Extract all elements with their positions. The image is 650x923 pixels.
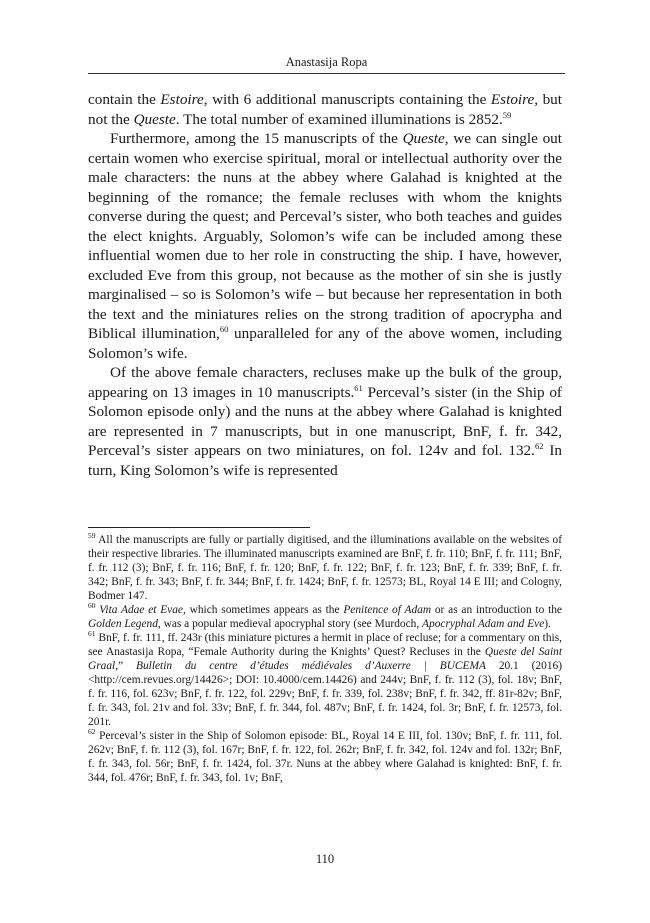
paragraph-2: Furthermore, among the 15 manuscripts of the Queste, we can single out certain women who exercise spiritual, moral or intellectual authority over the male characters: the nuns at the abbey where Galahad is knighted at the beginning of the romance; the female recluses with whom the knights converse during the quest; and Perceval’s sister, who both teaches and guides the elect knights. Arguably, Solomon’s wife can be included among these influential women due to her role in constructing the ship. I have, however, excluded Eve from this group, not because as the mother of sin she is justly marginalised – so is Solomon’s wife – but because her representation in both the text and the miniatures relies on the strong tradition of apocrypha and Biblical illumination,$^{60}$ unparalleled for any of the above women, including Solomon’s wife.	[88, 130, 562, 362]
footnote-ref-62[interactable]: 62	[534, 440, 544, 451]
footnote-separator	[88, 527, 310, 528]
page-number: 110	[315, 852, 335, 866]
running-header: Anastasija Ropa	[285, 55, 368, 69]
footnote-ref-59[interactable]: 59	[502, 109, 512, 120]
footnote-62: $^{62}$ Perceval’s sister in the Ship of Solomon episode: BL, Royal 14 E III, fol. 130v; BnF, f. fr. 111, fol. 262v; BnF, f. fr. 112 (3), fol. 167r; BnF, f. fr. 122, fol. 262r; BnF, f. fr. 342, fol. 124v and fol. 132r; BnF, f. fr. 343, fol. 56r; BnF, f. fr. 1424, fol. 37r. Nuns at the abbey where Galahad is knighted: BnF, f. fr. 344, fol. 476r; BnF, f. fr. 343, fol. 1v; BnF,	[88, 727, 562, 784]
footnote-ref-61[interactable]: 61	[354, 382, 363, 393]
footnote-60: $^{60}$ Vita Adae et Evae, which sometimes appears as the Penitence of Adam or as an introduction to the Golden Legend, was a popular medieval apocryphal story (see Murdoch, Apocryphal Adam and Eve).	[88, 601, 562, 630]
footnotes	[88, 533, 562, 785]
paragraph-3: Of the above female characters, recluses make up the bulk of the group, appearing on 13 images in 10 manuscripts.$^{61}$ Perceval’s sister (in the Ship of Solomon episode only) and the nuns at the abbey where Galahad is knighted are represented in 7 manuscripts, but in one manuscript, BnF, f. fr. 342, Perceval’s sister appears on two miniatures, on fol. 124v and fol. 132.62 In turn, King Solomon’s wife is represented	[88, 364, 562, 479]
main-text	[88, 90, 562, 480]
header-rule	[88, 73, 565, 74]
footnote-61: $^{61}$ BnF, f. fr. 111, ff. 243r (this miniature pictures a hermit in place of recluse; for a commentary on this, see Anastasija Ropa, “Female Authority during the Knights’ Quest? Recluses in the Queste del Saint Graal,” Bulletin du centre d’études médiévales d’Auxerre | BUCEMA 20.1 (2016) <http://cem.revues.org/14426>; DOI: 10.4000/cem.14426) and 244v; BnF, f. fr. 112 (3), fol. 18v; BnF, f. fr. 116, fol. 623v; BnF, f. fr. 122, fol. 229v; BnF, f. fr. 339, fol. 238v; BnF, f. fr. 342, ff. 81r-82v; BnF, f. fr. 343, fol. 21v and fol. 33v; BnF, f. fr. 344, fol. 487v; BnF, f. fr. 1424, fol. 3r; BnF, f. fr. 12573, fol. 201r.	[88, 629, 562, 728]
paragraph-1: contain the Estoire, with 6 additional manuscripts containing the Estoire, but not the Queste. The total number of examined illuminations is 2852.59	[88, 91, 562, 128]
footnote-ref-60[interactable]: 60	[219, 323, 229, 334]
footnote-59: $^{59}$ All the manuscripts are fully or partially digitised, and the illuminations available on the websites of their respective libraries. The illuminated manuscripts examined are BnF, f. fr. 110; BnF, f. fr. 111; BnF, f. fr. 112 (3); BnF, f. fr. 116; BnF, f. fr. 120; BnF, f. fr. 122; BnF, f. fr. 123; BnF, f. fr. 339; BnF, f. fr. 342; BnF, f. fr. 343; BnF, f. fr. 344; BnF, f. fr. 1424; BnF, f. fr. 12573; BL, Royal 14 E III; and Cologny, Bodmer 147.	[88, 531, 562, 602]
